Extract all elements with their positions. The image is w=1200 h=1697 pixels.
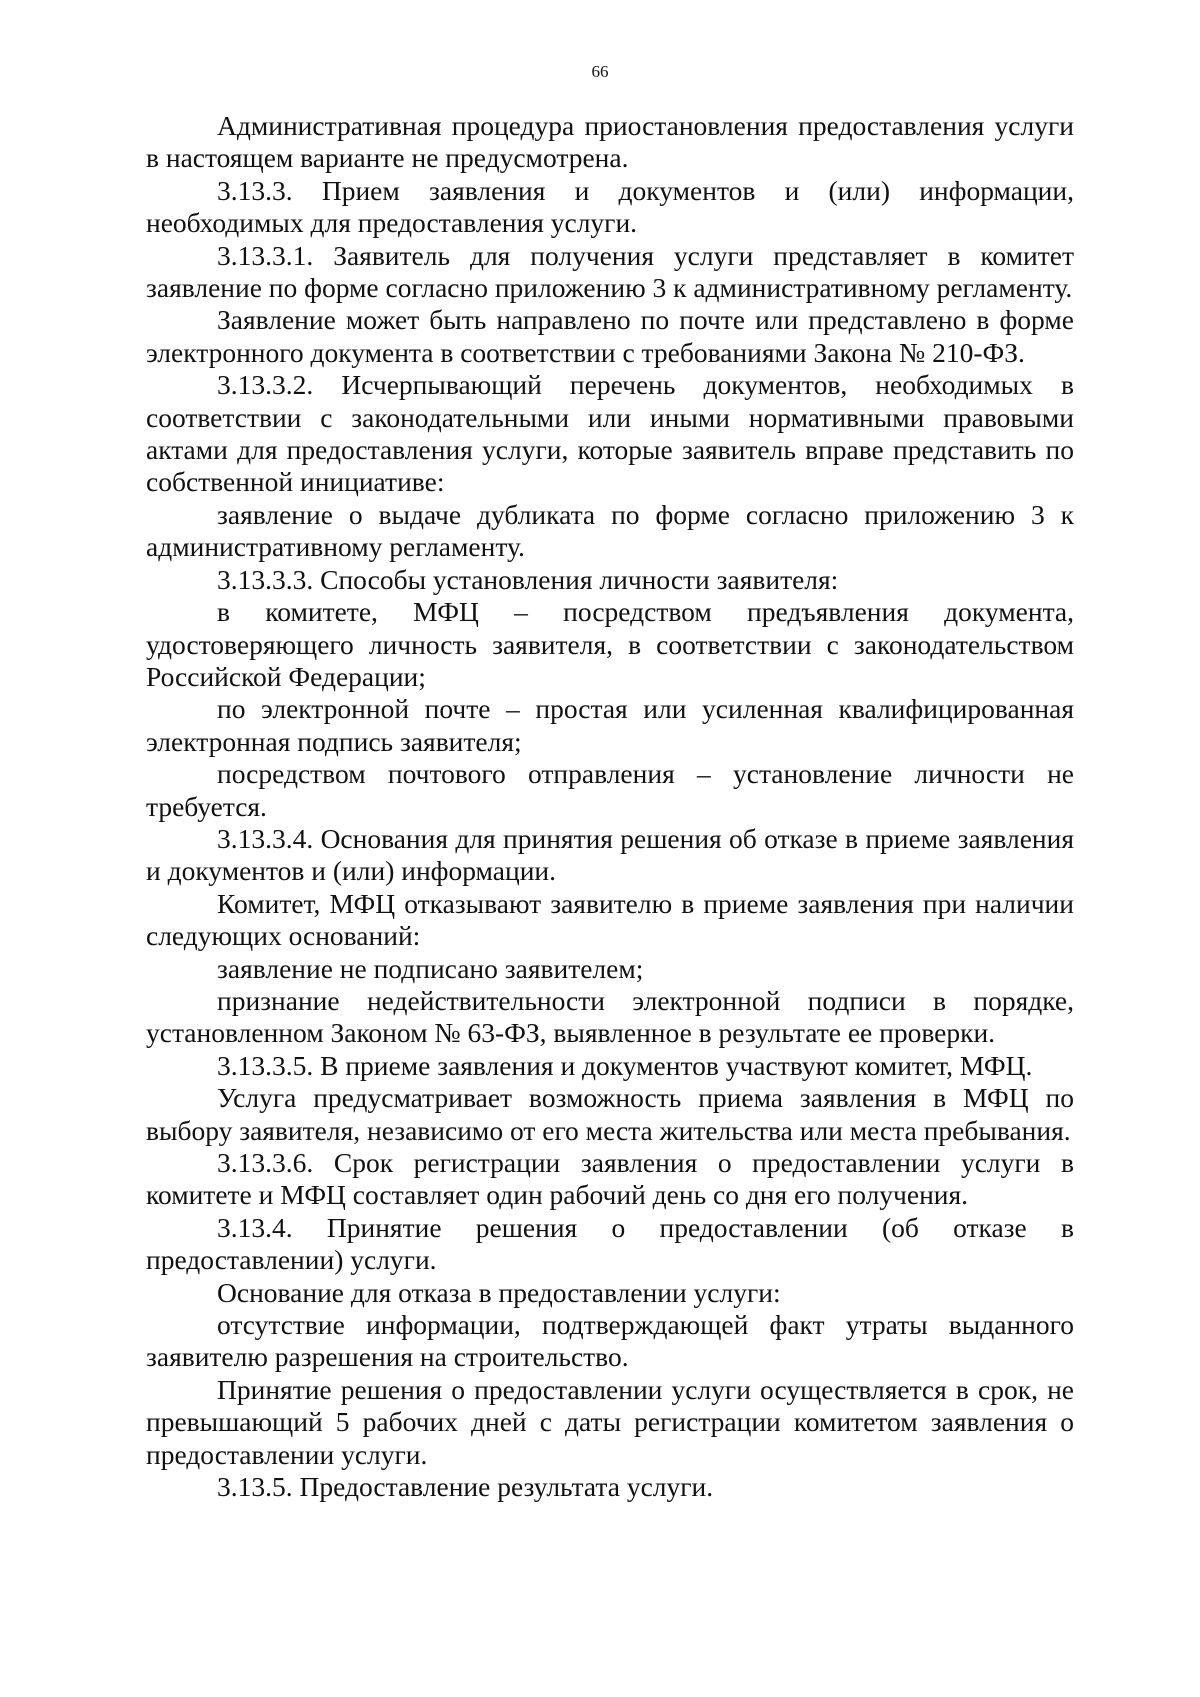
section-heading: 3.13.3. Прием заявления и документов и (или) информации, необходимых для предоставления услуги. bbox=[146, 174, 1074, 239]
paragraph: в комитете, МФЦ – посредством предъявления документа, удостоверяющего личность заявителя, в соответствии с законодательством Российской Федерации; bbox=[146, 596, 1074, 692]
paragraph: заявление о выдаче дубликата по форме согласно приложению 3 к административному регламенту. bbox=[146, 498, 1074, 563]
paragraph: 3.13.3.5. В приеме заявления и документов участвуют комитет, МФЦ. bbox=[217, 1049, 1033, 1081]
document-body bbox=[146, 110, 1074, 1503]
paragraph: 3.13.3.3. Способы установления личности заявителя: bbox=[217, 563, 839, 595]
paragraph: 3.13.3.4. Основания для принятия решения об отказе в приеме заявления и документов и (или) информации. bbox=[146, 822, 1074, 887]
paragraph: признание недействительности электронной подписи в порядке, установленном Законом № 63-ФЗ, выявленное в результате ее проверки. bbox=[146, 984, 1074, 1049]
paragraph: Административная процедура приостановления предоставления услуги в настоящем варианте не предусмотрена. bbox=[146, 110, 1074, 174]
paragraph: Основание для отказа в предоставлении услуги: bbox=[217, 1276, 781, 1308]
paragraph: Принятие решения о предоставлении услуги осуществляется в срок, не превышающий 5 рабочих дней с даты регистрации комитетом заявления о предоставлении услуги. bbox=[146, 1373, 1074, 1470]
paragraph: по электронной почте – простая или усиленная квалифицированная электронная подпись заявителя; bbox=[146, 693, 1074, 757]
paragraph: отсутствие информации, подтверждающей факт утраты выданного заявителю разрешения на строительство. bbox=[146, 1309, 1074, 1373]
page-number: 66 bbox=[591, 62, 609, 81]
section-heading: 3.13.4. Принятие решения о предоставлении (об отказе в предоставлении) услуги. bbox=[146, 1211, 1074, 1276]
paragraph: 3.13.3.1. Заявитель для получения услуги представляет в комитет заявление по форме согласно приложению 3 к административному регламенту. bbox=[146, 239, 1074, 304]
paragraph: Услуга предусматривает возможность приема заявления в МФЦ по выбору заявителя, независимо от его места жительства или места пребывания. bbox=[146, 1082, 1074, 1146]
paragraph: 3.13.3.6. Срок регистрации заявления о предоставлении услуги в комитете и МФЦ составляет один рабочий день со дня его получения. bbox=[146, 1147, 1074, 1211]
paragraph: заявление не подписано заявителем; bbox=[217, 952, 644, 984]
paragraph: посредством почтового отправления – установление личности не требуется. bbox=[146, 758, 1074, 822]
paragraph: Заявление может быть направлено по почте или представлено в форме электронного документа в соответствии с требованиями Закона № 210-ФЗ. bbox=[146, 304, 1074, 368]
paragraph: Комитет, МФЦ отказывают заявителю в приеме заявления при наличии следующих оснований: bbox=[146, 887, 1074, 952]
section-heading: 3.13.5. Предоставление результата услуги. bbox=[217, 1471, 714, 1503]
paragraph: 3.13.3.2. Исчерпывающий перечень документов, необходимых в соответствии с законодательными или иными нормативными правовыми актами для предоставления услуги, которые заявитель вправе представить по собственной инициативе: bbox=[146, 369, 1074, 498]
